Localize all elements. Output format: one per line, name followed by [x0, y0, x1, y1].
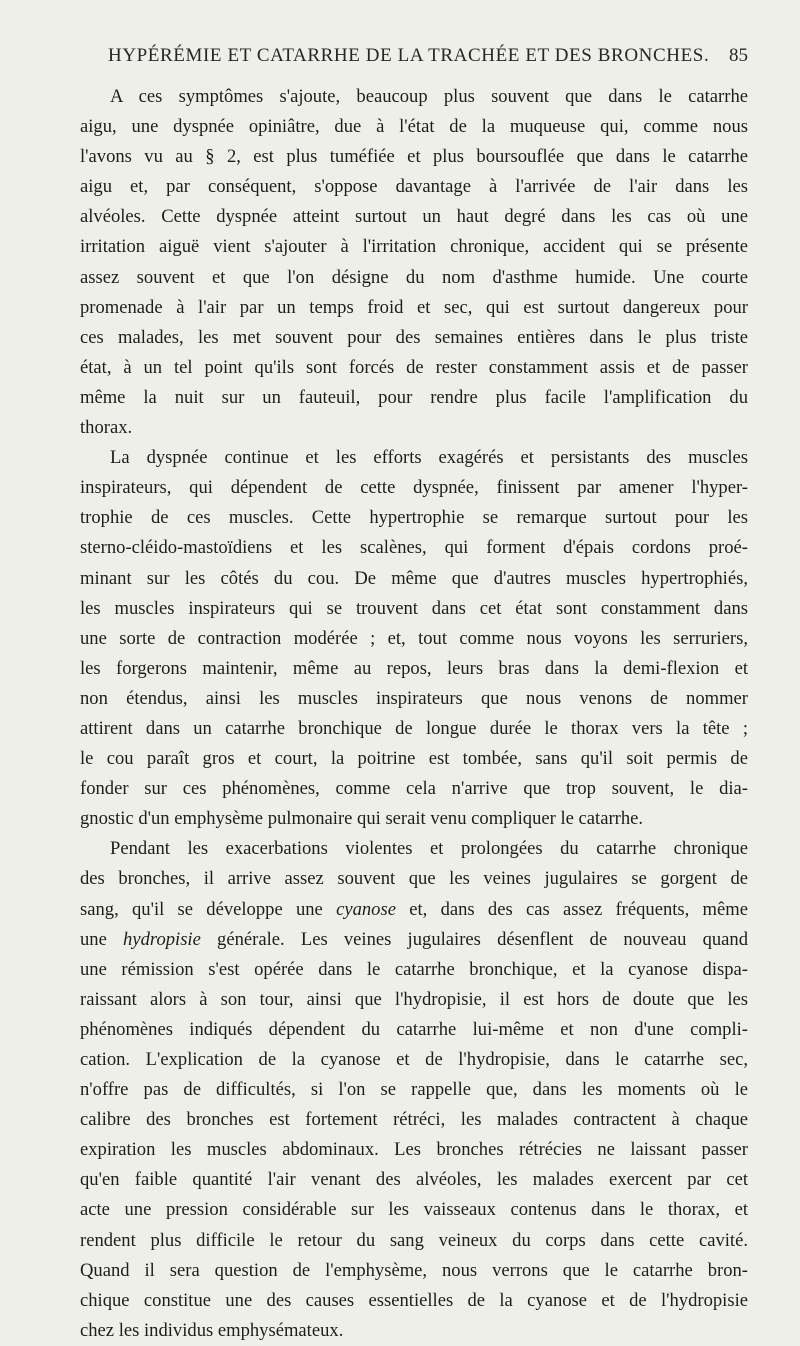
text-line: sterno-cléido-mastoïdiens et les scalènes, qui forment d'épais cordons proé-: [80, 537, 748, 559]
text-line: état, à un tel point qu'ils sont forcés de rester constamment assis et de passer: [80, 356, 748, 378]
page-number: 85: [729, 45, 748, 66]
text-line: le cou paraît gros et court, la poitrine est tombée, sans qu'il soit permis de: [80, 748, 748, 770]
text-line: inspirateurs, qui dépendent de cette dyspnée, finissent par amener l'hyper-: [80, 477, 748, 499]
text-line: Quand il sera question de l'emphysème, nous verrons que le catarrhe bron-: [80, 1259, 748, 1281]
text-line: thorax.: [80, 417, 133, 439]
text-line: Pendant les exacerbations violentes et prolongées du catarrhe chronique: [110, 838, 748, 860]
text-line: alvéoles. Cette dyspnée atteint surtout un haut degré dans les cas où une: [80, 206, 748, 228]
text-line: les muscles inspirateurs qui se trouvent dans cet état sont constamment dans: [80, 597, 748, 619]
paragraph-2: [80, 443, 748, 834]
text-line: une sorte de contraction modérée ; et, tout comme nous voyons les serruriers,: [80, 627, 748, 649]
text-line: chique constitue une des causes essentielles de la cyanose et de l'hydropisie: [80, 1289, 748, 1311]
text-line: aigu, une dyspnée opiniâtre, due à l'état de la muqueuse qui, comme nous: [80, 116, 748, 138]
text-line: trophie de ces muscles. Cette hypertrophie se remarque surtout pour les: [80, 507, 748, 529]
text-line: sang, qu'il se développe une cyanose et, dans des cas assez fréquents, même: [80, 898, 748, 920]
running-head: HYPÉRÉMIE ET CATARRHE DE LA TRACHÉE ET DES BRONCHES.: [108, 45, 710, 66]
text-line: raissant alors à son tour, ainsi que l'hydropisie, il est hors de doute que les: [80, 988, 748, 1010]
text-line: non étendus, ainsi les muscles inspirateurs que nous venons de nommer: [80, 687, 748, 709]
text-line: assez souvent et que l'on désigne du nom d'asthme humide. Une courte: [80, 266, 748, 288]
paragraph-3: [80, 834, 748, 1346]
text-line: les forgerons maintenir, même au repos, leurs bras dans la demi-flexion et: [80, 657, 748, 679]
text-line: expiration les muscles abdominaux. Les bronches rétrécies ne laissant passer: [80, 1139, 748, 1161]
paragraph-1: [80, 82, 748, 443]
text-line: irritation aiguë vient s'ajouter à l'irritation chronique, accident qui se présente: [80, 236, 748, 258]
text-line: minant sur les côtés du cou. De même que d'autres muscles hypertrophiés,: [80, 567, 748, 589]
text-line: des bronches, il arrive assez souvent que les veines jugulaires se gorgent de: [80, 868, 748, 890]
text-line: l'avons vu au § 2, est plus tuméfiée et plus boursouflée que dans le catarrhe: [80, 146, 748, 168]
text-line: aigu et, par conséquent, s'oppose davantage à l'arrivée de l'air dans les: [80, 176, 748, 198]
text-line: promenade à l'air par un temps froid et sec, qui est surtout dangereux pour: [80, 296, 748, 318]
text-line: même la nuit sur un fauteuil, pour rendre plus facile l'amplification du: [80, 386, 748, 408]
text-line: chez les individus emphysémateux.: [80, 1319, 344, 1341]
text-line: gnostic d'un emphysème pulmonaire qui serait venu compliquer le catarrhe.: [80, 808, 644, 830]
body-text: [80, 82, 748, 1346]
text-line: ces malades, les met souvent pour des semaines entières dans le plus triste: [80, 326, 748, 348]
text-line: acte une pression considérable sur les vaisseaux contenus dans le thorax, et: [80, 1199, 748, 1221]
text-line: calibre des bronches est fortement rétréci, les malades contractent à chaque: [80, 1109, 748, 1131]
text-line: phénomènes indiqués dépendent du catarrhe lui-même et non d'une compli-: [80, 1018, 748, 1040]
text-line: A ces symptômes s'ajoute, beaucoup plus souvent que dans le catarrhe: [110, 86, 748, 107]
text-line: La dyspnée continue et les efforts exagérés et persistants des muscles: [110, 447, 748, 469]
text-line: qu'en faible quantité l'air venant des alvéoles, les malades exercent par cet: [80, 1169, 748, 1191]
page-header: [108, 45, 748, 75]
text-line: fonder sur ces phénomènes, comme cela n'arrive que trop souvent, le dia-: [80, 778, 748, 800]
text-line: rendent plus difficile le retour du sang veineux du corps dans cette cavité.: [80, 1229, 748, 1251]
text-line: attirent dans un catarrhe bronchique de longue durée le thorax vers la tête ;: [80, 717, 748, 739]
text-line: cation. L'explication de la cyanose et de l'hydropisie, dans le catarrhe sec,: [80, 1049, 748, 1070]
text-line: une hydropisie générale. Les veines jugulaires désenflent de nouveau quand: [80, 928, 748, 950]
text-line: n'offre pas de difficultés, si l'on se rappelle que, dans les moments où le: [80, 1079, 748, 1101]
text-line: une rémission s'est opérée dans le catarrhe bronchique, et la cyanose dispa-: [80, 958, 748, 980]
